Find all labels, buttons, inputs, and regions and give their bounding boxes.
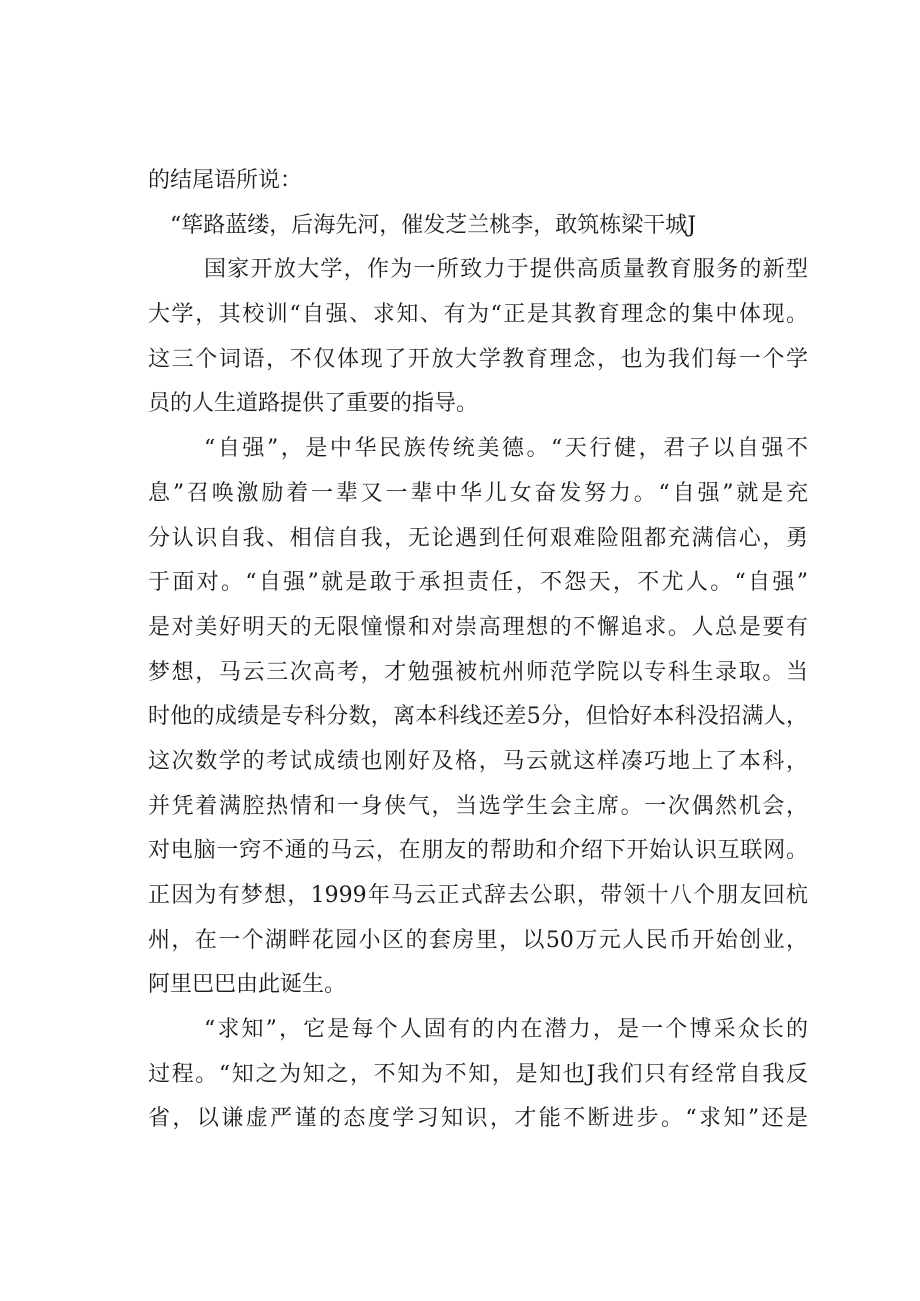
body-text [148, 159, 808, 1142]
text-line: 并凭着满腔热情和一身侠气，当选学生会主席。一次偶然机会， [148, 793, 808, 819]
text-line: 大学，其校训“自强、求知、有为“正是其教育理念的集中体现。 [148, 302, 808, 328]
text-line: 的结尾语所说： [148, 168, 303, 193]
text-line: 阿里巴巴由此诞生。 [148, 972, 347, 998]
text-line: 这三个词语，不仅体现了开放大学教育理念，也为我们每一个学 [148, 346, 808, 372]
text-line: 时他的成绩是专科分数，离本科线还差5分，但恰好本科没招满人， [148, 704, 808, 730]
text-line: 梦想，马云三次高考，才勉强被杭州师范学院以专科生录取。当 [148, 659, 808, 685]
text-line: 于面对。“自强”就是敢于承担责任，不怨天，不尤人。“自强” [148, 570, 808, 596]
text-line: 州，在一个湖畔花园小区的套房里，以50万元人民币开始创业， [148, 927, 808, 953]
text-line: 这次数学的考试成绩也刚好及格，马云就这样凑巧地上了本科， [148, 748, 808, 774]
paragraph-first-line: “求知”，它是每个人固有的内在潜力，是一个博采众长的 [204, 1017, 808, 1043]
paragraph-first-line: “自强”，是中华民族传统美德。“天行健，君子以自强不 [204, 436, 808, 462]
text-line: 过程。“知之为知之，不知为不知，是知也J我们只有经常自我反 [148, 1061, 808, 1087]
text-line: 员的人生道路提供了重要的指导。 [148, 391, 479, 417]
quote-line: “筚路蓝缕，后海先河，催发芝兰桃李，敢筑栋梁干城J [170, 212, 697, 238]
text-line: 是对美好明天的无限憧憬和对崇高理想的不懈追求。人总是要有 [148, 614, 808, 640]
text-line: 分认识自我、相信自我，无论遇到任何艰难险阻都充满信心，勇 [148, 525, 808, 551]
text-line: 正因为有梦想，1999年马云正式辞去公职，带领十八个朋友回杭 [148, 883, 808, 908]
text-line: 息”召唤激励着一辈又一辈中华儿女奋发努力。“自强”就是充 [148, 480, 808, 506]
text-line: 对电脑一窍不通的马云，在朋友的帮助和介绍下开始认识互联网。 [148, 838, 808, 864]
paragraph-first-line: 国家开放大学，作为一所致力于提供高质量教育服务的新型 [204, 257, 808, 283]
text-line: 省，以谦虚严谨的态度学习知识，才能不断进步。“求知”还是 [148, 1106, 808, 1132]
